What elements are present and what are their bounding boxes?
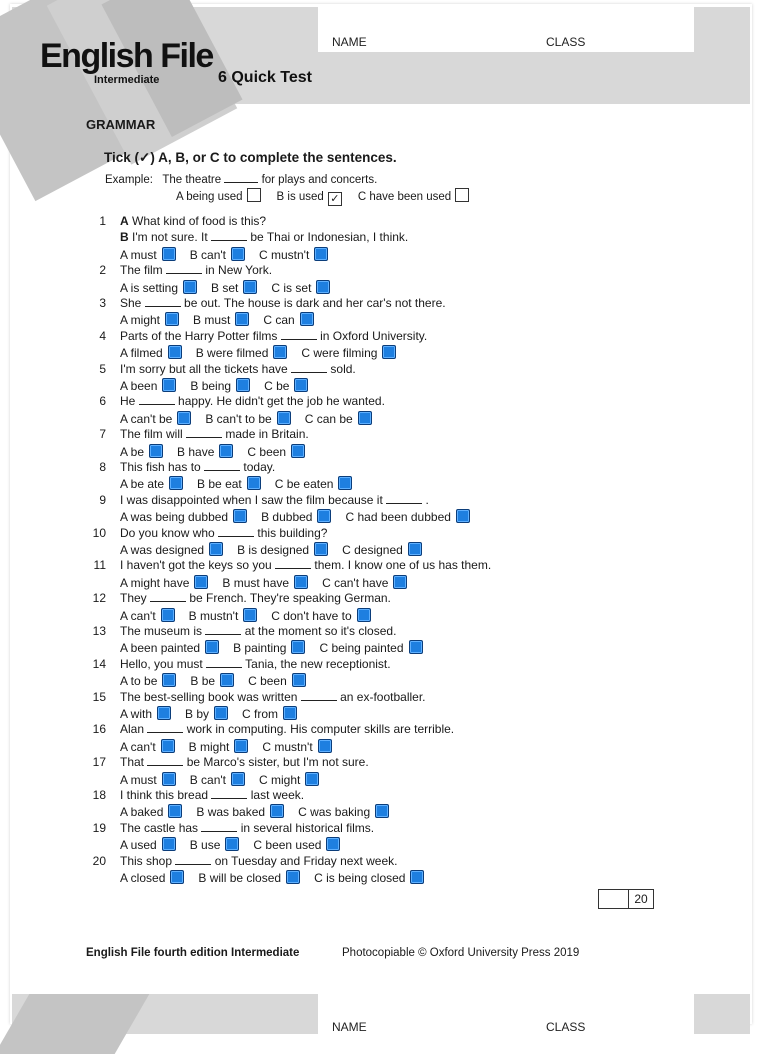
option-label: B might	[188, 739, 230, 754]
answer-blank	[218, 526, 254, 537]
answer-checkbox[interactable]	[294, 378, 308, 392]
option-label: B can't to be	[205, 411, 272, 426]
question-number: 16	[92, 722, 106, 737]
speaker-label: A	[120, 214, 129, 228]
answer-checkbox[interactable]	[169, 476, 183, 490]
answer-checkbox[interactable]	[194, 575, 208, 589]
option-label: A closed	[120, 871, 166, 885]
question-number: 17	[92, 755, 106, 770]
question-19-text: 19 The castle has in several historical films.	[104, 821, 374, 835]
answer-checkbox[interactable]	[162, 772, 176, 786]
question-number: 6	[99, 394, 106, 409]
option-label: A with	[120, 707, 153, 721]
answer-checkbox[interactable]	[408, 542, 422, 556]
answer-checkbox[interactable]	[358, 411, 372, 425]
option-label: A might have	[120, 575, 190, 590]
question-1-options	[120, 247, 342, 262]
question-11-options	[120, 575, 421, 590]
answer-checkbox[interactable]	[161, 739, 175, 753]
option-label: C from	[242, 707, 279, 721]
answer-checkbox[interactable]	[326, 837, 340, 851]
answer-checkbox[interactable]	[235, 312, 249, 326]
question-8-options	[120, 476, 366, 491]
option-label: A filmed	[120, 346, 163, 361]
logo-subtitle: Intermediate	[94, 74, 160, 86]
question-16-text: 16 Alan work in computing. His computer skills are terrible.	[104, 722, 454, 736]
answer-checkbox[interactable]	[305, 772, 319, 786]
next-name-label: NAME	[332, 1020, 367, 1034]
option-label: A can't	[120, 608, 156, 623]
answer-checkbox[interactable]	[277, 411, 291, 425]
option-label: B can't	[189, 772, 226, 787]
answer-checkbox[interactable]	[209, 542, 223, 556]
question-9-options	[120, 509, 484, 524]
option-label: A was designed	[120, 543, 205, 557]
question-number: 18	[92, 788, 106, 802]
answer-checkbox[interactable]	[300, 312, 314, 326]
question-number: 1	[99, 214, 106, 228]
answer-checkbox[interactable]	[243, 608, 257, 622]
question-17-text: 17 That be Marco's sister, but I'm not sure.	[104, 755, 369, 769]
logo-title: English File	[40, 37, 213, 75]
answer-blank	[166, 263, 202, 274]
option-label: C is set	[271, 280, 312, 295]
question-13-text: 13 The museum is at the moment so it's closed.	[104, 624, 396, 638]
answer-blank	[211, 788, 247, 799]
answer-checkbox[interactable]	[247, 476, 261, 490]
answer-checkbox[interactable]	[219, 444, 233, 458]
answer-checkbox[interactable]	[292, 673, 306, 687]
question-2-options	[120, 280, 344, 295]
page-header	[12, 7, 750, 104]
section-title: GRAMMAR	[86, 117, 156, 132]
question-14-text: 14 Hello, you must Tania, the new receptionist.	[104, 657, 391, 671]
answer-checkbox[interactable]	[220, 673, 234, 687]
answer-blank	[204, 460, 240, 471]
question-17-options	[120, 772, 333, 787]
option-label: C mustn't	[259, 247, 310, 262]
question-number: 11	[93, 558, 106, 573]
option-label: A was being dubbed	[120, 510, 229, 525]
answer-checkbox[interactable]	[270, 804, 284, 818]
option-label: C was baking	[298, 805, 371, 820]
question-number: 7	[99, 427, 106, 442]
question-19-options	[120, 837, 354, 852]
answer-checkbox[interactable]	[231, 772, 245, 786]
option-label: A can't	[120, 739, 156, 754]
answer-checkbox[interactable]	[234, 739, 248, 753]
answer-checkbox[interactable]	[393, 575, 407, 589]
answer-checkbox[interactable]	[168, 345, 182, 359]
answer-checkbox[interactable]	[314, 247, 328, 261]
question-6-options	[120, 411, 386, 426]
question-number: 12	[92, 591, 106, 606]
question-15-options	[120, 706, 311, 721]
question-number: 14	[92, 656, 106, 671]
answer-checkbox[interactable]	[162, 673, 176, 687]
answer-checkbox[interactable]	[231, 247, 245, 261]
speaker-label: B	[120, 230, 129, 245]
answer-blank	[147, 722, 183, 733]
answer-checkbox[interactable]	[161, 608, 175, 622]
answer-blank	[211, 230, 247, 241]
answer-checkbox[interactable]	[214, 706, 228, 720]
question-4-text: 4 Parts of the Harry Potter films in Oxford University.	[104, 329, 427, 343]
score-total: 20	[628, 890, 653, 908]
answer-checkbox[interactable]	[177, 411, 191, 425]
option-label: A must	[120, 247, 157, 262]
option-label: B have	[177, 444, 215, 459]
option-label: C had been dubbed	[345, 510, 451, 525]
option-label: B will be closed	[198, 871, 282, 885]
question-14-options	[120, 673, 320, 688]
answer-checkbox[interactable]	[162, 378, 176, 392]
question-3-text: 3 She be out. The house is dark and her car's not there.	[104, 296, 446, 310]
question-number: 9	[99, 492, 106, 507]
answer-checkbox[interactable]	[273, 345, 287, 359]
next-class-label: CLASS	[546, 1020, 586, 1034]
example-checkbox-b: ✓	[328, 192, 342, 206]
option-label: B must	[193, 313, 231, 328]
worksheet-page	[10, 4, 752, 1034]
answer-blank	[386, 493, 422, 504]
answer-checkbox[interactable]	[410, 870, 424, 884]
answer-checkbox[interactable]	[157, 706, 171, 720]
answer-blank	[275, 558, 311, 569]
option-label: B be	[190, 674, 216, 689]
option-label: B is designed	[237, 543, 310, 557]
option-label: C were filming	[301, 346, 378, 361]
answer-checkbox[interactable]	[456, 509, 470, 523]
answer-checkbox[interactable]	[291, 640, 305, 654]
question-number: 8	[99, 460, 106, 474]
option-label: A must	[120, 772, 157, 787]
footer-copyright: Photocopiable © Oxford University Press 2019	[342, 947, 580, 959]
option-label: C mustn't	[262, 739, 313, 754]
answer-checkbox[interactable]	[170, 870, 184, 884]
option-label: C been	[248, 674, 287, 689]
option-label: A can't be	[120, 411, 173, 426]
option-label: C designed	[342, 543, 403, 557]
option-label: A be ate	[120, 477, 165, 492]
option-label: C might	[259, 772, 301, 787]
option-label: C be eaten	[274, 477, 334, 492]
question-16-options	[120, 739, 346, 754]
option-label: C can	[263, 313, 295, 328]
answer-checkbox[interactable]	[294, 575, 308, 589]
question-8-text: 8 This fish has to today.	[104, 460, 275, 474]
question-5-options	[120, 378, 322, 393]
answer-checkbox[interactable]	[316, 280, 330, 294]
question-11-text: 11 I haven't got the keys so you them. I know one of us has them.	[104, 558, 491, 572]
question-10-text: 10 Do you know who this building?	[104, 526, 327, 540]
answer-blank	[147, 755, 183, 766]
option-label: B by	[185, 707, 210, 721]
answer-blank	[150, 591, 186, 602]
question-4-options	[120, 345, 410, 360]
question-12-text: 12 They be French. They're speaking German.	[104, 591, 391, 605]
answer-checkbox[interactable]	[243, 280, 257, 294]
example-sentence: Example: The theatre for plays and concerts.	[105, 174, 378, 186]
option-label: A might	[120, 313, 161, 328]
answer-checkbox[interactable]	[162, 837, 176, 851]
question-number: 5	[99, 361, 106, 376]
question-18-text: 18 I think this bread last week.	[104, 788, 304, 802]
option-label: C can't have	[322, 575, 389, 590]
question-18-options	[120, 804, 403, 819]
question-number: 15	[92, 689, 106, 704]
answer-checkbox[interactable]	[375, 804, 389, 818]
answer-blank	[206, 657, 242, 668]
question-12-options	[120, 608, 385, 623]
answer-checkbox[interactable]	[317, 509, 331, 523]
answer-blank	[205, 624, 241, 635]
next-page-header	[12, 994, 750, 1034]
answer-checkbox[interactable]	[162, 247, 176, 261]
question-20-text: 20 This shop on Tuesday and Friday next week.	[104, 854, 398, 868]
option-label: A to be	[120, 674, 158, 689]
option-label: B set	[211, 280, 239, 295]
answer-blank	[145, 296, 181, 307]
option-label: A been	[120, 379, 158, 393]
answer-checkbox[interactable]	[314, 542, 328, 556]
answer-blank	[201, 821, 237, 832]
option-label: B was baked	[196, 805, 266, 820]
answer-checkbox[interactable]	[357, 608, 371, 622]
option-label: B were filmed	[195, 346, 269, 361]
option-label: C is being closed	[314, 871, 406, 885]
option-label: C being painted	[319, 641, 404, 656]
answer-blank	[139, 394, 175, 405]
option-label: C don't have to	[271, 608, 352, 623]
question-number: 4	[99, 328, 106, 343]
answer-checkbox[interactable]	[318, 739, 332, 753]
option-label: B dubbed	[261, 510, 313, 525]
answer-checkbox[interactable]	[225, 837, 239, 851]
question-number: 3	[99, 296, 106, 310]
question-1-text: B I'm not sure. It be Thai or Indonesian, I think.	[120, 230, 409, 245]
option-label: B use	[189, 838, 221, 853]
option-label: A be	[120, 444, 145, 459]
option-label: C been used	[253, 838, 322, 853]
question-2-text: 2 The film in New York.	[104, 263, 272, 277]
option-label: A used	[120, 838, 157, 853]
score-box	[598, 889, 654, 909]
question-10-options	[120, 542, 436, 557]
question-6-text: 6 He happy. He didn't get the job he wanted.	[104, 394, 385, 408]
answer-checkbox[interactable]	[283, 706, 297, 720]
answer-blank	[281, 329, 317, 340]
option-label: C been	[247, 444, 287, 459]
option-label: C be	[264, 379, 290, 393]
answer-checkbox[interactable]	[382, 345, 396, 359]
question-13-options	[120, 640, 437, 655]
option-label: B be eat	[197, 477, 242, 492]
question-7-options	[120, 444, 319, 459]
name-label: NAME	[332, 35, 367, 49]
question-number: 13	[92, 624, 106, 638]
question-number: 20	[92, 853, 106, 868]
option-label: B mustn't	[188, 608, 239, 623]
question-number: 19	[92, 820, 106, 835]
option-label: C can be	[304, 411, 353, 426]
answer-checkbox[interactable]	[205, 640, 219, 654]
example-checkbox-a	[247, 188, 261, 202]
answer-blank	[175, 854, 211, 865]
question-1-text: 1 A What kind of food is this?	[104, 214, 266, 228]
option-label: B can't	[189, 247, 226, 262]
answer-checkbox[interactable]	[236, 378, 250, 392]
answer-blank	[186, 427, 222, 438]
answer-blank	[291, 362, 327, 373]
footer-edition: English File fourth edition Intermediate	[86, 947, 300, 959]
answer-checkbox[interactable]	[338, 476, 352, 490]
example-checkbox-c	[455, 188, 469, 202]
question-number: 2	[99, 263, 106, 278]
option-label: A is setting	[120, 280, 179, 295]
question-3-options	[120, 312, 328, 327]
answer-checkbox[interactable]	[409, 640, 423, 654]
class-label: CLASS	[546, 35, 586, 49]
question-15-text: 15 The best-selling book was written an ex-footballer.	[104, 690, 426, 704]
option-label: A baked	[120, 805, 164, 820]
answer-checkbox[interactable]	[233, 509, 247, 523]
question-5-text: 5 I'm sorry but all the tickets have sold.	[104, 362, 356, 376]
option-label: B painting	[233, 641, 287, 656]
instruction: Tick (✓) A, B, or C to complete the sentences.	[104, 150, 397, 165]
answer-blank	[301, 690, 337, 701]
test-title: 6 Quick Test	[218, 69, 312, 86]
answer-checkbox[interactable]	[149, 444, 163, 458]
question-20-options	[120, 870, 438, 885]
question-9-text: 9 I was disappointed when I saw the film because it .	[104, 493, 429, 507]
option-label: B must have	[222, 575, 290, 590]
example-options: A being used B is used ✓ C have been used	[176, 188, 469, 206]
question-7-text: 7 The film will made in Britain.	[104, 427, 309, 441]
answer-checkbox[interactable]	[286, 870, 300, 884]
answer-checkbox[interactable]	[183, 280, 197, 294]
question-number: 10	[92, 525, 106, 540]
answer-checkbox[interactable]	[291, 444, 305, 458]
option-label: A been painted	[120, 641, 201, 656]
name-class-box	[318, 7, 694, 52]
answer-checkbox[interactable]	[165, 312, 179, 326]
option-label: B being	[190, 379, 232, 393]
answer-checkbox[interactable]	[168, 804, 182, 818]
